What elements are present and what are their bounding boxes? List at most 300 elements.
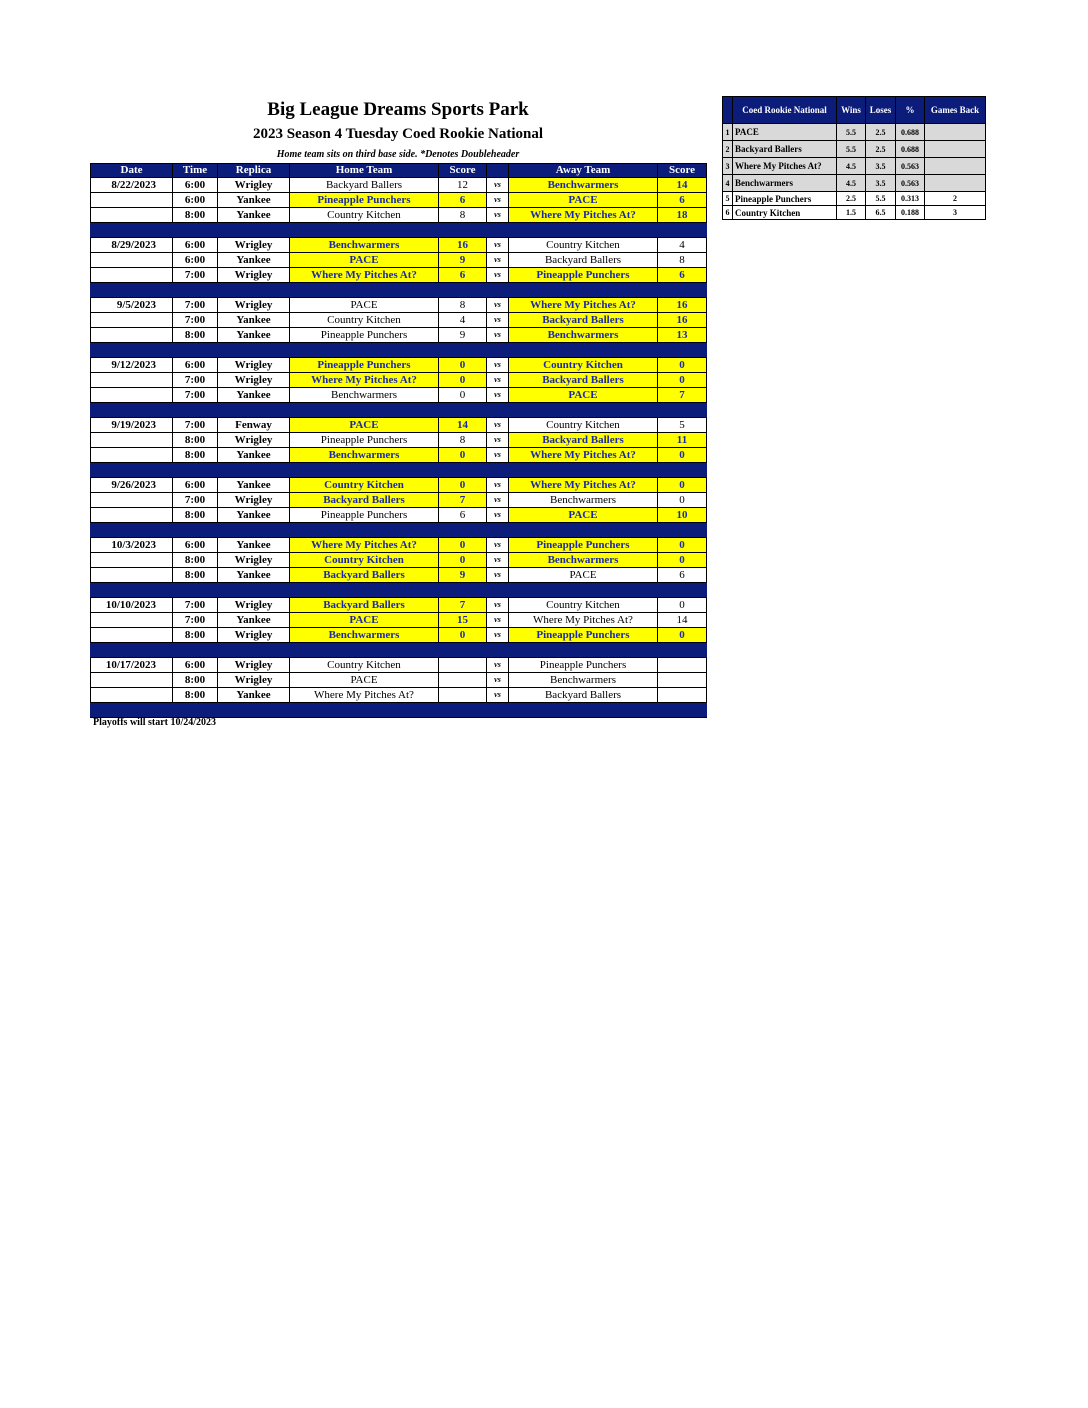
game-time: 6:00 — [173, 478, 218, 493]
home-team: Pineapple Punchers — [290, 193, 439, 208]
home-team: Backyard Ballers — [290, 178, 439, 193]
standings-loses: 3.5 — [866, 175, 896, 192]
away-team: Country Kitchen — [509, 418, 658, 433]
away-score: 16 — [658, 313, 707, 328]
game-time: 7:00 — [173, 598, 218, 613]
separator-cell — [173, 523, 218, 538]
separator-cell — [439, 283, 487, 298]
home-score: 0 — [439, 628, 487, 643]
standings-games-back: 3 — [925, 206, 986, 220]
separator-cell — [91, 463, 173, 478]
separator-cell — [509, 583, 658, 598]
separator-cell — [218, 643, 290, 658]
separator-cell — [173, 463, 218, 478]
home-team: Backyard Ballers — [290, 598, 439, 613]
standings-col-pct: % — [896, 97, 925, 124]
game-field: Wrigley — [218, 553, 290, 568]
title-block — [90, 98, 706, 162]
home-score: 6 — [439, 508, 487, 523]
game-date: 8/22/2023 — [91, 178, 173, 193]
vs-label: vs — [487, 493, 509, 508]
game-date — [91, 553, 173, 568]
away-score: 0 — [658, 553, 707, 568]
game-date — [91, 208, 173, 223]
game-date — [91, 268, 173, 283]
vs-label: vs — [487, 328, 509, 343]
away-team: Pineapple Punchers — [509, 268, 658, 283]
home-score: 9 — [439, 253, 487, 268]
separator-cell — [487, 403, 509, 418]
standings-loses: 2.5 — [866, 141, 896, 158]
standings-table — [722, 96, 986, 220]
game-date — [91, 193, 173, 208]
separator-cell — [218, 463, 290, 478]
separator-cell — [658, 403, 707, 418]
home-team: PACE — [290, 613, 439, 628]
vs-label: vs — [487, 433, 509, 448]
game-date — [91, 613, 173, 628]
week-separator — [91, 643, 707, 658]
game-time: 7:00 — [173, 373, 218, 388]
vs-label: vs — [487, 553, 509, 568]
separator-cell — [487, 643, 509, 658]
away-score — [658, 673, 707, 688]
home-team: Where My Pitches At? — [290, 373, 439, 388]
standings-wins: 4.5 — [837, 158, 866, 175]
game-row — [91, 493, 707, 508]
vs-label: vs — [487, 298, 509, 313]
game-date: 9/19/2023 — [91, 418, 173, 433]
separator-cell — [290, 343, 439, 358]
vs-label: vs — [487, 658, 509, 673]
vs-label: vs — [487, 253, 509, 268]
game-field: Wrigley — [218, 433, 290, 448]
game-field: Yankee — [218, 538, 290, 553]
game-field: Yankee — [218, 193, 290, 208]
game-field: Wrigley — [218, 358, 290, 373]
standings-row — [723, 124, 986, 141]
vs-label: vs — [487, 208, 509, 223]
week-separator — [91, 403, 707, 418]
vs-label: vs — [487, 448, 509, 463]
vs-label: vs — [487, 598, 509, 613]
schedule-header-row — [91, 164, 707, 178]
game-date: 10/17/2023 — [91, 658, 173, 673]
col-header-time: Time — [173, 164, 218, 178]
away-team: Backyard Ballers — [509, 313, 658, 328]
vs-label: vs — [487, 568, 509, 583]
away-score: 14 — [658, 613, 707, 628]
standings-loses: 5.5 — [866, 192, 896, 206]
game-row — [91, 418, 707, 433]
standings-header-row — [723, 97, 986, 124]
game-date: 8/29/2023 — [91, 238, 173, 253]
standings-games-back — [925, 158, 986, 175]
home-team: PACE — [290, 673, 439, 688]
home-score: 0 — [439, 448, 487, 463]
separator-cell — [173, 343, 218, 358]
game-row — [91, 298, 707, 313]
game-date — [91, 313, 173, 328]
vs-label: vs — [487, 313, 509, 328]
away-team: Backyard Ballers — [509, 433, 658, 448]
home-score — [439, 673, 487, 688]
game-date — [91, 448, 173, 463]
game-row — [91, 568, 707, 583]
separator-cell — [91, 283, 173, 298]
separator-cell — [91, 223, 173, 238]
standings-wins: 5.5 — [837, 141, 866, 158]
separator-cell — [658, 223, 707, 238]
separator-cell — [91, 703, 173, 718]
game-date — [91, 673, 173, 688]
home-score: 8 — [439, 298, 487, 313]
game-date — [91, 373, 173, 388]
separator-cell — [509, 223, 658, 238]
standings-row — [723, 175, 986, 192]
standings-rank: 4 — [723, 175, 733, 192]
home-team: Country Kitchen — [290, 313, 439, 328]
game-row — [91, 478, 707, 493]
game-field: Yankee — [218, 613, 290, 628]
away-team: Backyard Ballers — [509, 253, 658, 268]
away-team: Benchwarmers — [509, 673, 658, 688]
home-team: Benchwarmers — [290, 628, 439, 643]
standings-loses: 3.5 — [866, 158, 896, 175]
vs-label: vs — [487, 358, 509, 373]
game-field: Yankee — [218, 253, 290, 268]
separator-cell — [290, 223, 439, 238]
game-field: Yankee — [218, 508, 290, 523]
away-score: 6 — [658, 268, 707, 283]
separator-cell — [173, 643, 218, 658]
vs-label: vs — [487, 193, 509, 208]
game-date — [91, 253, 173, 268]
away-team: Pineapple Punchers — [509, 658, 658, 673]
separator-cell — [487, 343, 509, 358]
away-team: Where My Pitches At? — [509, 208, 658, 223]
away-score: 13 — [658, 328, 707, 343]
separator-cell — [173, 223, 218, 238]
home-team: PACE — [290, 298, 439, 313]
separator-cell — [290, 703, 439, 718]
vs-label: vs — [487, 178, 509, 193]
week-separator — [91, 223, 707, 238]
standings-rank: 3 — [723, 158, 733, 175]
home-team: Country Kitchen — [290, 553, 439, 568]
away-score: 7 — [658, 388, 707, 403]
home-score: 16 — [439, 238, 487, 253]
home-team: Backyard Ballers — [290, 493, 439, 508]
game-time: 8:00 — [173, 553, 218, 568]
home-team: Pineapple Punchers — [290, 433, 439, 448]
game-row — [91, 538, 707, 553]
away-score: 0 — [658, 493, 707, 508]
standings-body — [723, 124, 986, 220]
game-row — [91, 613, 707, 628]
game-date: 10/3/2023 — [91, 538, 173, 553]
away-team: PACE — [509, 508, 658, 523]
game-field: Wrigley — [218, 598, 290, 613]
standings-loses: 2.5 — [866, 124, 896, 141]
game-row — [91, 508, 707, 523]
game-time: 8:00 — [173, 328, 218, 343]
game-date: 9/12/2023 — [91, 358, 173, 373]
separator-cell — [658, 463, 707, 478]
away-team: Where My Pitches At? — [509, 448, 658, 463]
standings-col-wins: Wins — [837, 97, 866, 124]
home-team: Pineapple Punchers — [290, 508, 439, 523]
standings-team: PACE — [733, 124, 837, 141]
home-team: Pineapple Punchers — [290, 358, 439, 373]
separator-cell — [439, 403, 487, 418]
game-row — [91, 313, 707, 328]
away-score: 0 — [658, 538, 707, 553]
game-time: 6:00 — [173, 658, 218, 673]
playoffs-note: Playoffs will start 10/24/2023 — [93, 717, 217, 728]
separator-cell — [173, 403, 218, 418]
away-team: Backyard Ballers — [509, 688, 658, 703]
home-score: 6 — [439, 193, 487, 208]
away-score: 18 — [658, 208, 707, 223]
away-score: 5 — [658, 418, 707, 433]
separator-cell — [91, 583, 173, 598]
home-team: Where My Pitches At? — [290, 538, 439, 553]
home-score: 0 — [439, 478, 487, 493]
standings-col-team: Coed Rookie National — [733, 97, 837, 124]
away-team: Pineapple Punchers — [509, 538, 658, 553]
game-time: 7:00 — [173, 388, 218, 403]
game-date — [91, 508, 173, 523]
separator-cell — [439, 583, 487, 598]
home-team: Where My Pitches At? — [290, 268, 439, 283]
game-time: 8:00 — [173, 208, 218, 223]
game-time: 6:00 — [173, 238, 218, 253]
col-header-away-score: Score — [658, 164, 707, 178]
separator-cell — [487, 523, 509, 538]
away-team: Benchwarmers — [509, 493, 658, 508]
away-team: Country Kitchen — [509, 598, 658, 613]
standings-team: Country Kitchen — [733, 206, 837, 220]
game-time: 6:00 — [173, 538, 218, 553]
vs-label: vs — [487, 238, 509, 253]
standings-team: Pineapple Punchers — [733, 192, 837, 206]
away-score: 10 — [658, 508, 707, 523]
standings-col-loses: Loses — [866, 97, 896, 124]
home-score: 0 — [439, 538, 487, 553]
separator-cell — [509, 703, 658, 718]
game-row — [91, 598, 707, 613]
away-team: Where My Pitches At? — [509, 298, 658, 313]
game-row — [91, 553, 707, 568]
game-date — [91, 568, 173, 583]
separator-cell — [658, 523, 707, 538]
game-date — [91, 433, 173, 448]
game-time: 7:00 — [173, 298, 218, 313]
game-field: Yankee — [218, 688, 290, 703]
game-field: Yankee — [218, 388, 290, 403]
away-score: 0 — [658, 448, 707, 463]
standings-pct: 0.563 — [896, 175, 925, 192]
separator-cell — [487, 583, 509, 598]
game-row — [91, 238, 707, 253]
separator-cell — [439, 463, 487, 478]
separator-cell — [439, 703, 487, 718]
game-row — [91, 433, 707, 448]
home-team: PACE — [290, 253, 439, 268]
schedule-table — [90, 163, 707, 718]
col-header-date: Date — [91, 164, 173, 178]
standings-pct: 0.563 — [896, 158, 925, 175]
home-score: 9 — [439, 328, 487, 343]
separator-cell — [487, 223, 509, 238]
game-field: Wrigley — [218, 298, 290, 313]
game-time: 6:00 — [173, 178, 218, 193]
separator-cell — [658, 583, 707, 598]
game-date — [91, 688, 173, 703]
away-score: 6 — [658, 193, 707, 208]
standings-wins: 5.5 — [837, 124, 866, 141]
game-time: 8:00 — [173, 508, 218, 523]
standings-row — [723, 141, 986, 158]
game-time: 7:00 — [173, 493, 218, 508]
game-field: Wrigley — [218, 238, 290, 253]
separator-cell — [509, 283, 658, 298]
separator-cell — [509, 343, 658, 358]
standings-pct: 0.688 — [896, 141, 925, 158]
standings-col-games-back: Games Back — [925, 97, 986, 124]
week-separator — [91, 343, 707, 358]
home-score — [439, 688, 487, 703]
standings-games-back — [925, 175, 986, 192]
game-row — [91, 373, 707, 388]
separator-cell — [487, 703, 509, 718]
separator-cell — [290, 463, 439, 478]
game-field: Wrigley — [218, 178, 290, 193]
home-score: 0 — [439, 553, 487, 568]
home-score: 15 — [439, 613, 487, 628]
home-team: Backyard Ballers — [290, 568, 439, 583]
standings-pct: 0.313 — [896, 192, 925, 206]
game-date — [91, 388, 173, 403]
home-team: Benchwarmers — [290, 238, 439, 253]
home-score: 7 — [439, 598, 487, 613]
away-score: 8 — [658, 253, 707, 268]
game-field: Yankee — [218, 328, 290, 343]
separator-cell — [509, 403, 658, 418]
standings-row — [723, 206, 986, 220]
standings-col-rank — [723, 97, 733, 124]
separator-cell — [218, 583, 290, 598]
away-team: Backyard Ballers — [509, 373, 658, 388]
standings-rank: 1 — [723, 124, 733, 141]
game-date: 9/26/2023 — [91, 478, 173, 493]
game-time: 8:00 — [173, 433, 218, 448]
game-field: Wrigley — [218, 373, 290, 388]
game-field: Yankee — [218, 208, 290, 223]
away-team: PACE — [509, 193, 658, 208]
game-time: 7:00 — [173, 313, 218, 328]
standings-games-back — [925, 124, 986, 141]
home-score: 8 — [439, 433, 487, 448]
game-row — [91, 358, 707, 373]
home-score: 14 — [439, 418, 487, 433]
separator-cell — [290, 583, 439, 598]
game-field: Fenway — [218, 418, 290, 433]
separator-cell — [439, 223, 487, 238]
away-team: Country Kitchen — [509, 238, 658, 253]
away-score: 11 — [658, 433, 707, 448]
home-score: 4 — [439, 313, 487, 328]
home-team: Benchwarmers — [290, 388, 439, 403]
standings-team: Benchwarmers — [733, 175, 837, 192]
separator-cell — [509, 523, 658, 538]
vs-label: vs — [487, 628, 509, 643]
game-field: Yankee — [218, 478, 290, 493]
separator-cell — [218, 403, 290, 418]
away-score: 6 — [658, 568, 707, 583]
home-team: Pineapple Punchers — [290, 328, 439, 343]
game-field: Wrigley — [218, 673, 290, 688]
game-row — [91, 388, 707, 403]
week-separator — [91, 703, 707, 718]
standings-loses: 6.5 — [866, 206, 896, 220]
away-score: 4 — [658, 238, 707, 253]
week-separator — [91, 523, 707, 538]
game-date — [91, 628, 173, 643]
away-team: Benchwarmers — [509, 178, 658, 193]
game-field: Wrigley — [218, 493, 290, 508]
game-time: 7:00 — [173, 268, 218, 283]
separator-cell — [658, 343, 707, 358]
away-score: 0 — [658, 373, 707, 388]
home-score: 8 — [439, 208, 487, 223]
separator-cell — [91, 343, 173, 358]
home-team: Country Kitchen — [290, 658, 439, 673]
standings-row — [723, 158, 986, 175]
away-team: Benchwarmers — [509, 553, 658, 568]
separator-cell — [218, 523, 290, 538]
separator-cell — [91, 403, 173, 418]
away-team: Benchwarmers — [509, 328, 658, 343]
separator-cell — [173, 583, 218, 598]
separator-cell — [439, 643, 487, 658]
separator-cell — [658, 283, 707, 298]
standings-team: Where My Pitches At? — [733, 158, 837, 175]
vs-label: vs — [487, 373, 509, 388]
away-team: PACE — [509, 388, 658, 403]
separator-cell — [218, 223, 290, 238]
game-time: 7:00 — [173, 418, 218, 433]
week-separator — [91, 583, 707, 598]
home-score: 0 — [439, 388, 487, 403]
standings-games-back — [925, 141, 986, 158]
standings-wins: 1.5 — [837, 206, 866, 220]
separator-cell — [173, 283, 218, 298]
game-time: 8:00 — [173, 448, 218, 463]
away-team: Country Kitchen — [509, 358, 658, 373]
away-score: 0 — [658, 628, 707, 643]
game-row — [91, 658, 707, 673]
game-field: Yankee — [218, 448, 290, 463]
vs-label: vs — [487, 688, 509, 703]
game-date: 9/5/2023 — [91, 298, 173, 313]
header-note: Home team sits on third base side. *Denotes Doubleheader — [276, 149, 520, 160]
standings-games-back: 2 — [925, 192, 986, 206]
home-team: PACE — [290, 418, 439, 433]
standings-rank: 6 — [723, 206, 733, 220]
separator-cell — [91, 643, 173, 658]
